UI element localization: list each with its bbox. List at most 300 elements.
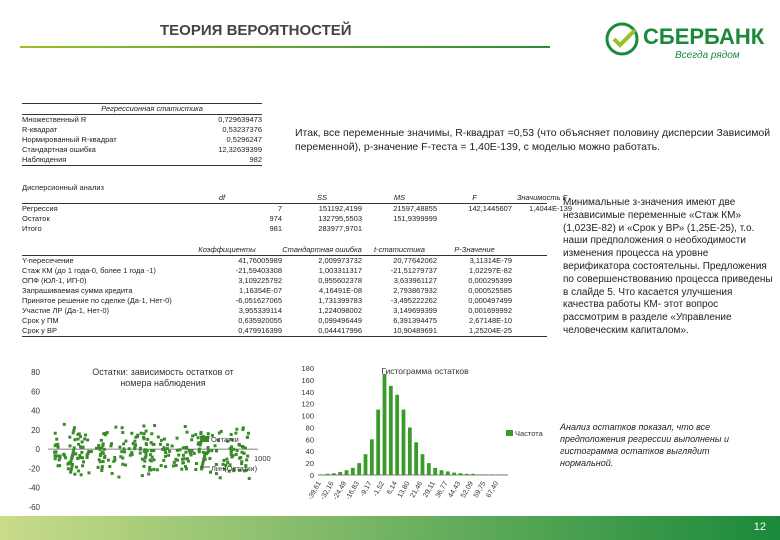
scatter-point bbox=[168, 450, 171, 453]
chart-title: Гистограмма остатков bbox=[381, 366, 469, 376]
scatter-point bbox=[144, 456, 147, 459]
chart-title-line2: номера наблюдения bbox=[120, 378, 206, 388]
scatter-point bbox=[163, 438, 166, 441]
coef-header-cell bbox=[22, 245, 172, 255]
scatter-point bbox=[81, 464, 84, 467]
legend-marker bbox=[200, 436, 209, 442]
scatter-point bbox=[121, 426, 124, 429]
regression-stats-header: Регрессионная статистика bbox=[22, 103, 262, 115]
regression-stat-row bbox=[22, 155, 262, 166]
coef-cell: 1,25204E-25 bbox=[469, 326, 512, 335]
coef-cell: 1,02297E-82 bbox=[469, 266, 512, 275]
scatter-point bbox=[55, 438, 58, 441]
coef-cell: Y-пересечение bbox=[22, 256, 74, 265]
scatter-point bbox=[131, 453, 134, 456]
scatter-point bbox=[102, 460, 105, 463]
anova-cell: 151192,4199 bbox=[318, 204, 362, 213]
histogram-bars bbox=[319, 374, 506, 475]
anova-header-cell: df bbox=[218, 193, 226, 202]
coef-header-cell: P-Значение bbox=[454, 245, 495, 254]
histogram-bar bbox=[446, 471, 450, 475]
scatter-point bbox=[124, 440, 127, 443]
coef-cell: 3,109225792 bbox=[238, 276, 282, 285]
scatter-point bbox=[175, 464, 178, 467]
scatter-point bbox=[186, 431, 189, 434]
anova-cell: 151,9399999 bbox=[393, 214, 437, 223]
regression-stat-row bbox=[22, 145, 262, 155]
coef-cell: Стаж КМ (до 1 года-0, более 1 года -1) bbox=[22, 266, 156, 275]
scatter-point bbox=[110, 444, 113, 447]
anova-cell: 283977,9701 bbox=[318, 224, 362, 233]
y-tick-label: 60 bbox=[31, 387, 40, 397]
logo-icon bbox=[605, 22, 639, 56]
histogram-bar bbox=[503, 474, 507, 475]
anova-cell: 21597,48855 bbox=[393, 204, 437, 213]
coef-cell: 1,224098002 bbox=[318, 306, 362, 315]
histogram-bar bbox=[345, 470, 349, 475]
scatter-point bbox=[103, 455, 106, 458]
scatter-point bbox=[164, 451, 167, 454]
scatter-point bbox=[114, 426, 117, 429]
scatter-point bbox=[145, 442, 148, 445]
y-tick-label: 0 bbox=[309, 471, 314, 480]
y-tick-label: 0 bbox=[35, 445, 40, 455]
scatter-point bbox=[69, 471, 72, 474]
coef-cell: -3,495222262 bbox=[390, 296, 437, 305]
scatter-point bbox=[77, 469, 80, 472]
histogram-bar bbox=[484, 474, 488, 475]
legend-label: Остатки bbox=[211, 435, 239, 444]
scatter-point bbox=[107, 459, 110, 462]
scatter-point bbox=[171, 444, 174, 447]
scatter-point bbox=[72, 429, 75, 432]
scatter-point bbox=[241, 445, 244, 448]
scatter-point bbox=[58, 464, 61, 467]
footer-bar bbox=[0, 516, 780, 540]
histogram-bar bbox=[376, 410, 380, 475]
x-tick-label: -32,16 bbox=[319, 480, 336, 502]
y-tick-label: 100 bbox=[301, 411, 314, 421]
scatter-point bbox=[202, 451, 205, 454]
scatter-point bbox=[148, 466, 151, 469]
scatter-point bbox=[243, 452, 246, 455]
anova-cell: 981 bbox=[269, 224, 282, 233]
anova-header-cell: F bbox=[472, 193, 477, 202]
stat-label: Наблюдения bbox=[22, 155, 67, 164]
scatter-point bbox=[100, 439, 103, 442]
scatter-point bbox=[152, 449, 155, 452]
histogram-bar bbox=[459, 473, 463, 475]
scatter-point bbox=[160, 464, 163, 467]
scatter-point bbox=[214, 444, 217, 447]
scatter-point bbox=[73, 426, 76, 429]
scatter-point bbox=[97, 466, 100, 469]
scatter-point bbox=[181, 458, 184, 461]
coef-cell: 0,044417996 bbox=[318, 326, 362, 335]
x-tick-label: 1000 bbox=[254, 454, 271, 463]
scatter-point bbox=[198, 450, 201, 453]
regression-stat-row bbox=[22, 135, 262, 145]
stat-label: Стандартная ошибка bbox=[22, 145, 96, 154]
scatter-point bbox=[210, 449, 213, 452]
histogram-bar bbox=[351, 468, 355, 475]
sberbank-logo bbox=[605, 20, 775, 70]
histogram-bar bbox=[326, 474, 330, 475]
anova-table bbox=[22, 183, 572, 234]
scatter-point bbox=[80, 451, 83, 454]
coef-cell: 6,391394475 bbox=[393, 316, 437, 325]
x-tick-label: 6,14 bbox=[386, 480, 399, 496]
scatter-point bbox=[162, 459, 165, 462]
coef-cell: 3,149699399 bbox=[393, 306, 437, 315]
note-residuals: Анализ остатков показал, что все предположения регрессии выполнены и гистограмма остатков выглядит нормальной. bbox=[560, 422, 730, 468]
anova-header-cell bbox=[22, 193, 162, 203]
scatter-point bbox=[95, 447, 98, 450]
scatter-point bbox=[159, 443, 162, 446]
scatter-point bbox=[57, 446, 60, 449]
regression-stats-table bbox=[22, 103, 262, 166]
scatter-point bbox=[230, 453, 233, 456]
scatter-point bbox=[215, 449, 218, 452]
y-tick-label: -60 bbox=[28, 503, 40, 512]
coef-cell: 0,099496449 bbox=[318, 316, 362, 325]
scatter-point bbox=[225, 458, 228, 461]
scatter-point bbox=[71, 456, 74, 459]
histogram-bar bbox=[370, 439, 374, 475]
scatter-point bbox=[81, 440, 84, 443]
note-model-significance: Итак, все переменные значимы, R-квадрат =0,53 (что объясняет половину дисперсии Зависимой переменной), р-значение F-теста = 1,40Е-139, с моделью можно работать. bbox=[295, 127, 771, 153]
scatter-point bbox=[79, 445, 82, 448]
y-tick-label: 40 bbox=[31, 406, 40, 416]
scatter-point bbox=[245, 458, 248, 461]
scatter-point bbox=[62, 453, 65, 456]
anova-header-cell: Значимость F bbox=[516, 193, 568, 202]
scatter-point bbox=[82, 460, 85, 463]
coef-cell: 0,955602378 bbox=[318, 276, 362, 285]
scatter-point bbox=[187, 460, 190, 463]
scatter-point bbox=[153, 458, 156, 461]
scatter-point bbox=[143, 432, 146, 435]
coef-cell: 2,009973732 bbox=[318, 256, 362, 265]
scatter-point bbox=[128, 447, 131, 450]
histogram-bar bbox=[465, 474, 469, 475]
scatter-point bbox=[190, 438, 193, 441]
scatter-point bbox=[143, 437, 146, 440]
scatter-point bbox=[176, 449, 179, 452]
scatter-point bbox=[100, 469, 103, 472]
scatter-point bbox=[136, 434, 139, 437]
scatter-point bbox=[160, 439, 163, 442]
scatter-point bbox=[99, 460, 102, 463]
x-tick-label: 13,80 bbox=[396, 480, 412, 500]
legend-label: Лин(Остатки) bbox=[211, 464, 258, 473]
scatter-point bbox=[166, 443, 169, 446]
scatter-point bbox=[121, 431, 124, 434]
scatter-point bbox=[117, 476, 120, 479]
scatter-point bbox=[174, 458, 177, 461]
regression-stat-row bbox=[22, 115, 262, 125]
coef-cell: 3,955339114 bbox=[238, 306, 282, 315]
x-tick-label: -24,49 bbox=[332, 480, 349, 502]
scatter-point bbox=[121, 457, 124, 460]
scatter-point bbox=[104, 432, 107, 435]
x-tick-label: 59,75 bbox=[472, 480, 488, 500]
scatter-point bbox=[86, 438, 89, 441]
scatter-point bbox=[189, 452, 192, 455]
scatter-point bbox=[184, 451, 187, 454]
stat-value: 982 bbox=[249, 155, 262, 164]
y-tick-label: 20 bbox=[31, 425, 40, 435]
scatter-point bbox=[55, 450, 58, 453]
scatter-point bbox=[203, 454, 206, 457]
scatter-point bbox=[208, 457, 211, 460]
coef-cell: 3,633961127 bbox=[393, 276, 437, 285]
scatter-point bbox=[72, 449, 75, 452]
scatter-point bbox=[248, 477, 251, 480]
coef-cell: 0,479916399 bbox=[238, 326, 282, 335]
x-tick-label: 67,40 bbox=[485, 480, 501, 500]
coef-cell: -6,051627065 bbox=[235, 296, 282, 305]
coef-cell: 3,11314E-79 bbox=[469, 256, 512, 265]
coef-cell: 0,001699992 bbox=[468, 306, 512, 315]
scatter-point bbox=[72, 431, 75, 434]
y-tick-label: -40 bbox=[28, 483, 40, 493]
scatter-point bbox=[123, 450, 126, 453]
scatter-point bbox=[173, 461, 176, 464]
y-tick-label: 140 bbox=[301, 387, 314, 397]
coef-cell: -21,51279737 bbox=[390, 266, 437, 275]
stat-label: Множественный R bbox=[22, 115, 87, 124]
scatter-point bbox=[222, 459, 225, 462]
scatter-point bbox=[101, 465, 104, 468]
scatter-point bbox=[157, 436, 160, 439]
coef-header-cell: Стандартная ошибка bbox=[282, 245, 362, 254]
scatter-point bbox=[87, 452, 90, 455]
scatter-point bbox=[80, 473, 83, 476]
scatter-point bbox=[100, 446, 103, 449]
coef-cell: Участие ЛР (Да-1, Нет-0) bbox=[22, 306, 110, 315]
scatter-point bbox=[140, 432, 143, 435]
chart-title-line1: Остатки: зависимость остатков от bbox=[92, 367, 234, 377]
coef-cell: Запрашиваемая сумма кредита bbox=[22, 286, 133, 295]
scatter-point bbox=[118, 446, 121, 449]
scatter-point bbox=[68, 436, 71, 439]
scatter-point bbox=[182, 461, 185, 464]
scatter-point bbox=[71, 463, 74, 466]
scatter-point bbox=[207, 432, 210, 435]
scatter-point bbox=[79, 435, 82, 438]
x-tick-label: 36,77 bbox=[434, 480, 450, 500]
anova-cell: 142,1445607 bbox=[468, 204, 512, 213]
scatter-point bbox=[184, 425, 187, 428]
scatter-point bbox=[78, 454, 81, 457]
stat-value: 12,32639399 bbox=[218, 145, 262, 154]
histogram-bar bbox=[338, 472, 342, 475]
histogram-bar bbox=[319, 474, 323, 475]
scatter-point bbox=[143, 465, 146, 468]
y-tick-label: 180 bbox=[301, 364, 314, 373]
scatter-point bbox=[219, 476, 222, 479]
scatter-point bbox=[69, 444, 72, 447]
scatter-point bbox=[142, 424, 145, 427]
histogram-bar bbox=[497, 474, 501, 475]
anova-title: Дисперсионный анализ bbox=[22, 183, 104, 192]
anova-header-cell: SS bbox=[316, 193, 327, 202]
scatter-point bbox=[122, 442, 125, 445]
histogram-bar bbox=[440, 470, 444, 475]
scatter-point bbox=[75, 466, 78, 469]
scatter-point bbox=[151, 456, 154, 459]
scatter-point bbox=[197, 436, 200, 439]
scatter-point bbox=[73, 438, 76, 441]
scatter-point bbox=[164, 465, 167, 468]
scatter-point bbox=[202, 459, 205, 462]
scatter-point bbox=[132, 442, 135, 445]
scatter-point bbox=[195, 462, 198, 465]
scatter-point bbox=[76, 457, 79, 460]
stat-value: 0,729639473 bbox=[218, 115, 262, 124]
histogram-bar bbox=[389, 386, 393, 475]
scatter-point bbox=[143, 460, 146, 463]
scatter-point bbox=[198, 448, 201, 451]
stat-label: R-квадрат bbox=[22, 125, 58, 134]
scatter-point bbox=[200, 466, 203, 469]
scatter-point bbox=[130, 432, 133, 435]
anova-cell: Итого bbox=[22, 224, 42, 233]
scatter-point bbox=[67, 467, 70, 470]
scatter-point bbox=[246, 455, 249, 458]
scatter-point bbox=[70, 468, 73, 471]
x-tick-label: -39,61 bbox=[306, 480, 323, 502]
histogram-bar bbox=[490, 474, 494, 475]
scatter-point bbox=[63, 423, 66, 426]
scatter-point bbox=[139, 448, 142, 451]
histogram-bar bbox=[408, 427, 412, 475]
coef-cell: Срок у ПМ bbox=[22, 316, 59, 325]
legend-marker bbox=[506, 430, 513, 436]
scatter-point bbox=[207, 446, 210, 449]
coef-header-cell: t-статистика bbox=[374, 245, 425, 254]
coef-cell: -21,59403308 bbox=[235, 266, 282, 275]
scatter-point bbox=[151, 443, 154, 446]
scatter-point bbox=[176, 437, 179, 440]
scatter-point bbox=[124, 464, 127, 467]
scatter-point bbox=[78, 432, 81, 435]
x-tick-label: -1,52 bbox=[372, 480, 387, 498]
scatter-point bbox=[201, 462, 204, 465]
scatter-point bbox=[152, 468, 155, 471]
scatter-point bbox=[147, 473, 150, 476]
scatter-point bbox=[153, 424, 156, 427]
scatter-point bbox=[97, 444, 100, 447]
scatter-point bbox=[73, 473, 76, 476]
anova-cell: 132795,5503 bbox=[318, 214, 362, 223]
scatter-point bbox=[54, 432, 57, 435]
stat-value: 0,53237376 bbox=[222, 125, 262, 134]
scatter-point bbox=[247, 432, 250, 435]
stat-value: 0,5296247 bbox=[226, 135, 262, 144]
scatter-point bbox=[99, 453, 102, 456]
scatter-point bbox=[164, 455, 167, 458]
scatter-point bbox=[70, 466, 73, 469]
scatter-point bbox=[191, 434, 194, 437]
note-variables: Минимальные з-значения имеют две независимые переменные «Стаж КМ» (1,023Е-82) и «Срок у ВР» (1,25Е-25), т.о. наши предположения о необходимости изменения процесса на уровне верификатора состоятельны. Предложения по совершенствованию процесса приведены в слайде 5. Что касается улучшения качества работы КМ- этот вопрос рассмотрим в разделе «Управление человеческим капиталом». bbox=[563, 197, 773, 336]
scatter-point bbox=[220, 430, 223, 433]
scatter-point bbox=[156, 468, 159, 471]
anova-cell: 974 bbox=[269, 214, 282, 223]
histogram-bar bbox=[452, 473, 456, 475]
y-tick-label: 80 bbox=[305, 423, 314, 433]
x-tick-label: -16,83 bbox=[344, 480, 361, 502]
histogram-bar bbox=[383, 374, 387, 475]
scatter-point bbox=[86, 456, 89, 459]
histogram-bar bbox=[478, 474, 482, 475]
coef-cell: 2,793867932 bbox=[393, 286, 437, 295]
scatter-point bbox=[58, 456, 61, 459]
scatter-point bbox=[178, 448, 181, 451]
coef-cell: 10,90489691 bbox=[393, 326, 437, 335]
scatter-point bbox=[163, 448, 166, 451]
scatter-point bbox=[167, 454, 170, 457]
histogram-bar bbox=[357, 463, 361, 475]
anova-cell: 7 bbox=[277, 204, 282, 213]
scatter-point bbox=[143, 450, 146, 453]
anova-cell: 1,4044E-139 bbox=[529, 204, 572, 213]
scatter-point bbox=[83, 437, 86, 440]
page-number: 12 bbox=[753, 521, 766, 533]
scatter-point bbox=[54, 444, 57, 447]
scatter-point bbox=[246, 436, 249, 439]
coefficients-table bbox=[22, 245, 547, 337]
scatter-point bbox=[182, 454, 185, 457]
y-tick-label: 20 bbox=[305, 459, 314, 469]
coef-cell: 2,67148E-10 bbox=[469, 316, 512, 325]
y-tick-label: 60 bbox=[305, 435, 314, 445]
histogram-bar bbox=[433, 468, 437, 475]
histogram-bar bbox=[427, 463, 431, 475]
scatter-point bbox=[194, 468, 197, 471]
logo-slogan: Всегда рядом bbox=[675, 50, 740, 61]
residuals-histogram-chart bbox=[300, 362, 560, 512]
scatter-point bbox=[108, 465, 111, 468]
x-tick-label: 52,09 bbox=[460, 480, 475, 500]
scatter-point bbox=[74, 453, 77, 456]
scatter-point bbox=[81, 456, 84, 459]
x-tick-label: 29,11 bbox=[422, 480, 437, 499]
scatter-point bbox=[102, 452, 105, 455]
scatter-point bbox=[148, 469, 151, 472]
coef-cell: 20,77642062 bbox=[393, 256, 437, 265]
scatter-point bbox=[241, 428, 244, 431]
y-tick-label: 160 bbox=[301, 375, 314, 385]
scatter-point bbox=[240, 460, 243, 463]
anova-cell: Остаток bbox=[22, 214, 50, 223]
x-tick-label: -9,17 bbox=[359, 480, 374, 498]
scatter-point bbox=[73, 446, 76, 449]
scatter-point bbox=[84, 434, 87, 437]
scatter-point bbox=[90, 450, 93, 453]
scatter-point bbox=[111, 472, 114, 475]
histogram-bar bbox=[471, 474, 475, 475]
residuals-scatter-chart bbox=[18, 362, 290, 512]
logo-name: СБЕРБАНК bbox=[643, 24, 765, 49]
coef-cell: Принятое решение по сделке (Да-1, Нет-0) bbox=[22, 296, 172, 305]
scatter-point bbox=[54, 457, 57, 460]
scatter-point bbox=[185, 467, 188, 470]
x-tick-label: 44,43 bbox=[447, 480, 463, 500]
coef-cell: 1,003311317 bbox=[318, 266, 362, 275]
scatter-point bbox=[145, 430, 148, 433]
